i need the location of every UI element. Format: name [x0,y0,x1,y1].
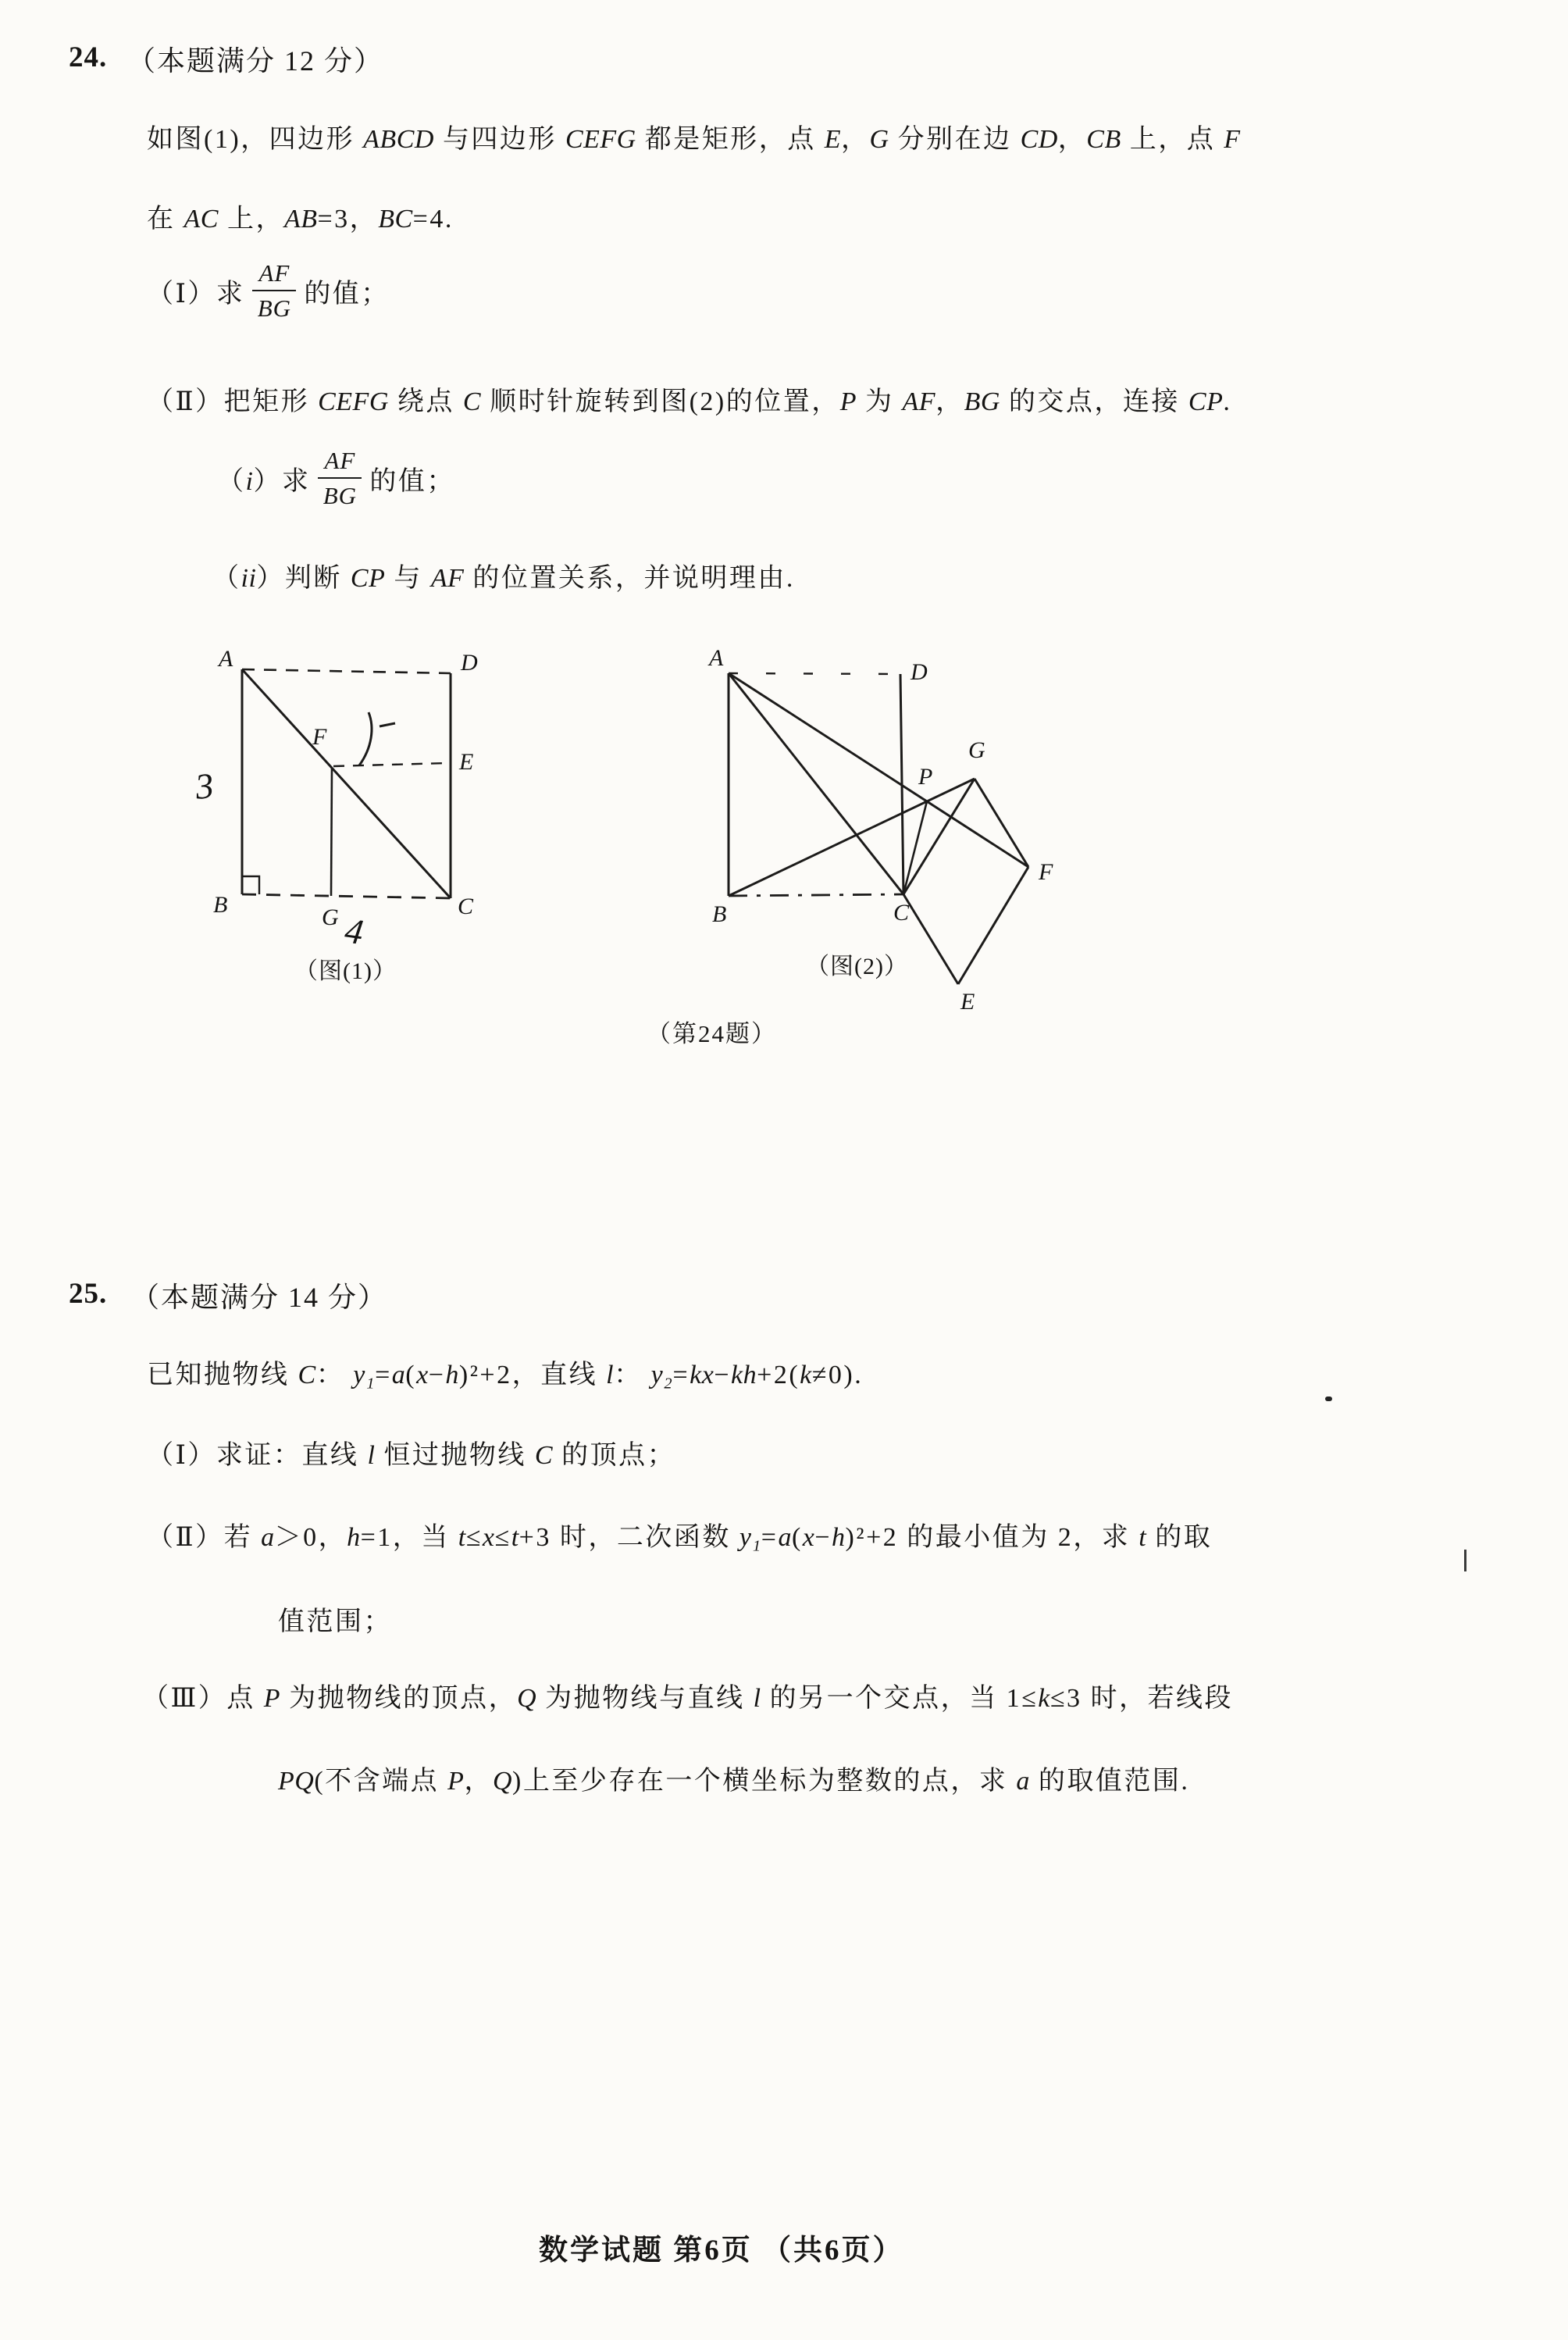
fig1-label-G: G [322,904,339,930]
fraction-denominator: BG [257,294,292,322]
question-24-score-note: （本题满分 12 分） [127,45,384,77]
fig1-label-A: A [219,647,233,672]
fig2-label-E: E [960,989,975,1014]
question-24-number: 24. [69,41,108,73]
q25-part3-line2: PQ(不含端点 P，Q)上至少存在一个横坐标为整数的点，求 a 的取值范围. [278,1767,1190,1796]
q24-part1-suffix: 的值； [304,279,390,309]
scan-stray-dot [1325,1397,1332,1401]
q24-part1 [147,259,390,322]
fig1-label-F: F [312,724,327,750]
fig1-handwritten-4: 4 [342,910,366,953]
fig2-label-D: D [911,659,928,685]
fig2-label-P: P [918,764,933,790]
fig1-label-D: D [461,650,478,676]
fig2-label-G: G [968,737,985,763]
question-25-score-note: （本题满分 14 分） [131,1282,388,1313]
figure-2-caption: （图(2)） [806,954,908,979]
page-footer: 数学试题 第6页 （共6页） [539,2235,904,2267]
fig2-label-C: C [893,900,910,926]
scan-stray-tick [1464,1550,1466,1571]
figure-1-caption: （图(1)） [294,958,397,984]
q24-intro-line1: 如图(1)，四边形 ABCD 与四边形 CEFG 都是矩形，点 E，G 分别在边 CD，CB 上，点 F [147,125,1241,154]
q24-part1-prefix: （Ⅰ）求 [147,279,245,309]
q25-part3-line1: （Ⅲ）点 P 为抛物线的顶点，Q 为抛物线与直线 l 的另一个交点，当 1≤k≤3 时，若线段 [142,1684,1234,1713]
q24-sub-i-suffix: 的值； [369,466,455,496]
fraction-denominator: BG [323,481,358,509]
fig2-label-A: A [709,647,724,671]
fraction-numerator: AF [252,259,296,291]
fig2-label-F: F [1039,859,1053,885]
q24-sub-i-prefix: （i）求 [217,466,311,496]
q25-part2-line2: 值范围； [278,1607,392,1636]
fig1-label-B: B [213,892,228,918]
fig2-label-B: B [712,901,727,927]
q24-part2: （Ⅱ）把矩形 CEFG 绕点 C 顺时针旋转到图(2)的位置，P 为 AF，BG 的交点，连接 CP. [147,387,1232,416]
question-25-number: 25. [69,1278,108,1310]
q24-sub-i [217,447,455,509]
question-24-figure-caption: （第24题） [647,1020,777,1047]
q24-sub-ii: （ii）判断 CP 与 AF 的位置关系，并说明理由. [212,564,795,593]
q24-intro-line2: 在 AC 上，AB=3，BC=4. [147,205,454,234]
fraction-numerator: AF [318,447,362,479]
q25-part1: （Ⅰ）求证：直线 l 恒过抛物线 C 的顶点； [147,1441,676,1470]
fig1-label-C: C [458,894,474,919]
q25-intro: 已知抛物线 C： y₁=a(x−h)²+2，直线 l： y₂=kx−kh+2(k≠0). [147,1361,864,1389]
figure-1-diagram [187,647,531,990]
fig1-handwritten-3: 3 [193,765,216,807]
q24-part1-fraction [252,259,296,322]
q25-part2-line1: （Ⅱ）若 a＞0，h=1，当 t≤x≤t+3 时，二次函数 y₁=a(x−h)²+2 的最小值为 2，求 t 的取 [147,1523,1213,1552]
q24-sub-i-fraction [318,447,362,509]
fig1-label-E: E [459,749,474,775]
